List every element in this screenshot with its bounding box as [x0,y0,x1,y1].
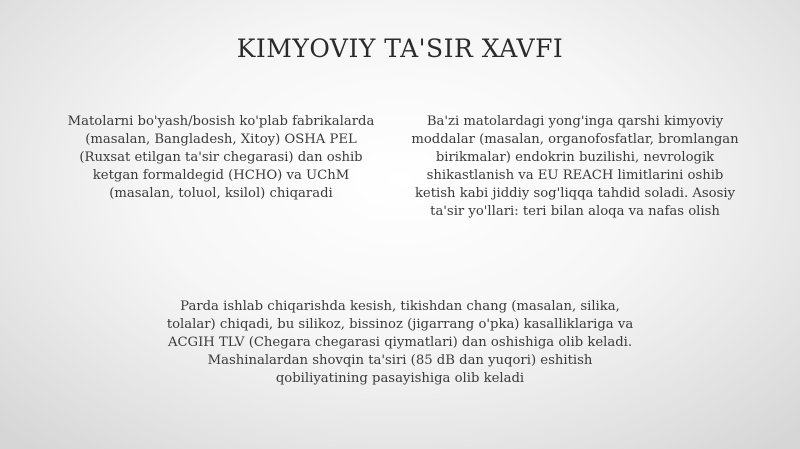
text-block-formaldehyde: Matolarni bo'yash/bosish ko'plab fabrikalarda (masalan, Bangladesh, Xitoy) OSHA PEL (Ruxsat etilgan ta'sir chegarasi) dan oshib ketgan formaldegid (HCHO) va UChM (masalan, toluol, ksilol) chiqaradi [67,114,375,201]
text-block-flame-retardants: Ba'zi matolardagi yong'inga qarshi kimyoviy moddalar (masalan, organofosfatlar, bromlangan birikmalar) endokrin buzilishi, nevrologik shikastlanish va EU REACH limitlarini oshib ketish kabi jiddiy sog'liqqa tahdid soladi. Asosiy ta'sir yo'llari: teri bilan aloqa va nafas olish [411,114,739,219]
text-block-dust-noise: Parda ishlab chiqarishda kesish, tikishdan chang (masalan, silika, tolalar) chiqadi, bu silikoz, bissinoz (jigarrang o'pka) kasalliklariga va ACGIH TLV (Chegara chegarasi qiymatlari) dan oshishiga olib keladi. Mashinalardan shovqin ta'siri (85 dB dan yuqori) eshitish qobiliyatining pasayishiga olib keladi [166,299,634,386]
slide-title: KIMYOVIY TA'SIR XAVFI [236,34,564,63]
